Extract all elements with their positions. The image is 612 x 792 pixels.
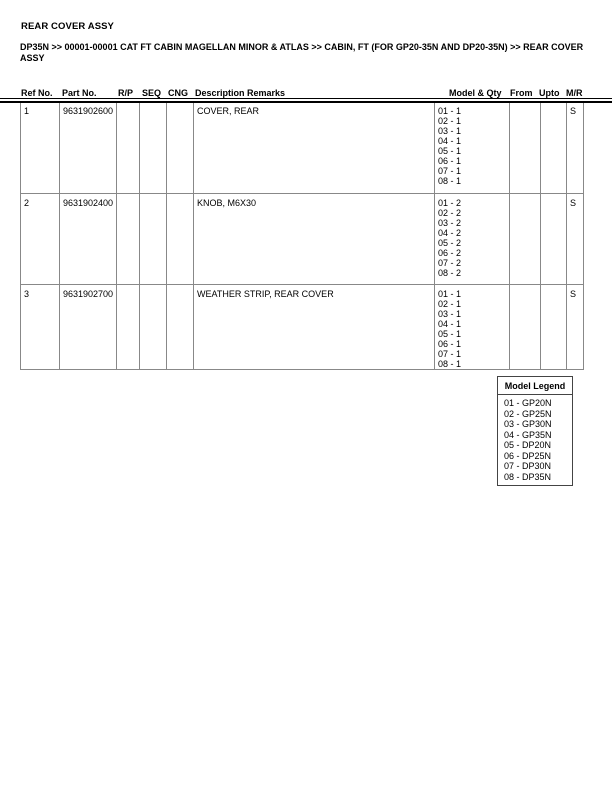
model-legend (497, 376, 573, 486)
model-qty-line: 02 - 1 (438, 116, 462, 126)
model-legend-title: Model Legend (498, 377, 572, 395)
cell-part-no: 9631902600 (60, 102, 117, 194)
model-qty-line: 04 - 1 (438, 319, 462, 329)
cell-part-no: 9631902400 (60, 194, 117, 285)
model-legend-entry: 07 - DP30N (504, 461, 552, 471)
model-qty-line: 05 - 2 (438, 238, 462, 248)
model-legend-entry: 03 - GP30N (504, 419, 552, 429)
cell-description: KNOB, M6X30 (194, 194, 435, 285)
cell-mr: S (567, 194, 584, 285)
cell-cng (167, 102, 194, 194)
header-divider-rule (0, 98, 612, 103)
model-qty-line: 05 - 1 (438, 329, 462, 339)
model-legend-entry: 01 - GP20N (504, 398, 552, 408)
cell-model-qty (435, 102, 510, 194)
cell-seq (140, 194, 167, 285)
cell-seq (140, 102, 167, 194)
cell-seq (140, 285, 167, 370)
model-qty-line: 06 - 2 (438, 248, 462, 258)
cell-from (510, 102, 541, 194)
model-legend-body (498, 395, 572, 485)
column-header-rp: R/P (118, 88, 134, 98)
model-qty-line: 08 - 1 (438, 359, 462, 369)
model-qty-line: 05 - 1 (438, 146, 462, 156)
model-qty-line: 07 - 2 (438, 258, 462, 268)
model-legend-entry: 04 - GP35N (504, 429, 552, 440)
table-row (21, 102, 584, 194)
cell-ref-no: 3 (21, 285, 60, 370)
model-qty-line: 03 - 1 (438, 309, 462, 319)
model-qty-line: 04 - 1 (438, 136, 462, 146)
column-header-mr: M/R (566, 88, 583, 98)
model-qty-line: 02 - 2 (438, 208, 462, 218)
model-legend-entry: 08 - DP35N (504, 471, 552, 482)
cell-model-qty (435, 285, 510, 370)
breadcrumb: DP35N >> 00001-00001 CAT FT CABIN MAGELLAN MINOR & ATLAS >> CABIN, FT (FOR GP20-35N AND DP20-35N) >> REAR COVER ASSY (20, 42, 584, 63)
model-qty-line: 01 - 1 (438, 106, 462, 116)
cell-upto (541, 102, 567, 194)
table-row (21, 194, 584, 285)
cell-from (510, 194, 541, 285)
model-qty-line: 01 - 2 (438, 198, 462, 208)
column-header-cng: CNG (168, 88, 188, 98)
cell-from (510, 285, 541, 370)
model-qty-line: 03 - 2 (438, 218, 462, 228)
column-header-part-no: Part No. (62, 88, 97, 98)
cell-cng (167, 285, 194, 370)
cell-ref-no: 2 (21, 194, 60, 285)
cell-mr: S (567, 102, 584, 194)
model-qty-line: 06 - 1 (438, 339, 462, 349)
cell-description: WEATHER STRIP, REAR COVER (194, 285, 435, 370)
cell-part-no: 9631902700 (60, 285, 117, 370)
cell-mr: S (567, 285, 584, 370)
cell-upto (541, 285, 567, 370)
cell-ref-no: 1 (21, 102, 60, 194)
cell-rp (117, 102, 140, 194)
model-legend-entry: 05 - DP20N (504, 440, 552, 450)
column-header-from: From (510, 88, 533, 98)
model-qty-line: 07 - 1 (438, 349, 462, 359)
model-qty-line: 04 - 2 (438, 228, 462, 238)
column-header-upto: Upto (539, 88, 560, 98)
cell-rp (117, 194, 140, 285)
model-qty-line: 07 - 1 (438, 166, 462, 176)
cell-cng (167, 194, 194, 285)
model-legend-entry: 06 - DP25N (504, 450, 552, 461)
page-title: REAR COVER ASSY (21, 21, 114, 32)
column-header-ref-no: Ref No. (21, 88, 53, 98)
model-qty-line: 06 - 1 (438, 156, 462, 166)
column-header-description: Description Remarks (195, 88, 286, 98)
cell-rp (117, 285, 140, 370)
model-qty-line: 08 - 2 (438, 268, 462, 278)
model-qty-line: 03 - 1 (438, 126, 462, 136)
model-qty-line: 02 - 1 (438, 299, 462, 309)
model-legend-entry: 02 - GP25N (504, 408, 552, 419)
cell-model-qty (435, 194, 510, 285)
table-row (21, 285, 584, 370)
column-header-seq: SEQ (142, 88, 162, 98)
model-qty-line: 01 - 1 (438, 289, 462, 299)
model-qty-line: 08 - 1 (438, 176, 462, 186)
column-header-model-qty: Model & Qty (449, 88, 502, 98)
parts-table (20, 101, 584, 370)
cell-upto (541, 194, 567, 285)
cell-description: COVER, REAR (194, 102, 435, 194)
